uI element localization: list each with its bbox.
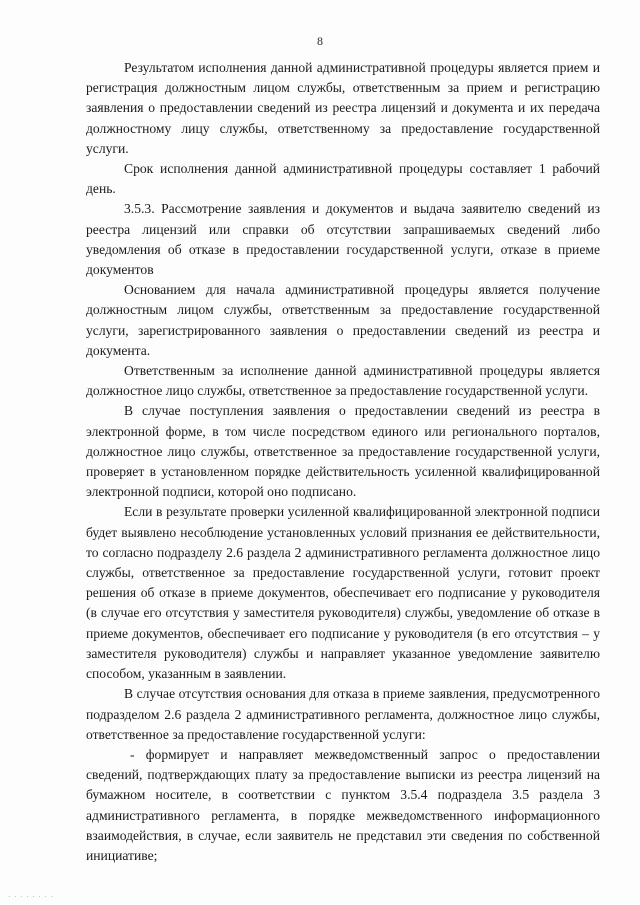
paragraph-basis: Основанием для начала административной процедуры является получение должностным лицом службы, ответственным за предоставление государственной услуги, зарегистрированного заявления о предоставлении сведений из реестра и документа. [86, 282, 600, 358]
paragraph-responsible: Ответственным за исполнение данной административной процедуры является должностное лицо службы, ответственное за предоставление государственной услуги. [86, 363, 600, 399]
page-number: 8 [317, 34, 323, 48]
paragraph-no-refusal: В случае отсутствия основания для отказа в приеме заявления, предусмотренного подразделом 2.6 раздела 2 административного регламента, должностное лицо службы, ответственное за предоставление государственной услуги: [86, 686, 600, 742]
scan-edge-mark: · · · · · · · · [8, 893, 54, 901]
paragraph-section-heading: 3.5.3. Рассмотрение заявления и документов и выдача заявителю сведений из реестра лицензий или справки об отсутствии запрашиваемых сведений либо уведомления об отказе в предоставлении государственной услуги, отказе в приеме документов [86, 201, 600, 278]
paragraph-result: Результатом исполнения данной административной процедуры является прием и регистрация должностным лицом службы, ответственным за прием и регистрацию заявления о предоставлении сведений из реестра лицензий и документа и их передача должностному лицу службы, ответственному за предоставление государственной услуги. [86, 60, 600, 156]
list-item: - формирует и направляет межведомственный запрос о предоставлении сведений, подтверждающих плату за предоставление выписки из реестра лицензий на бумажном носителе, в соответствии с пунктом 3.5.4 подраздела 3.5 раздела 3 административного регламента, в порядке межведомственного информационного взаимодействия, в случае, если заявитель не представил эти сведения по собственной инициативе; [86, 746, 600, 863]
paragraph-electronic-form: В случае поступления заявления о предоставлении сведений из реестра в электронной форме, в том числе посредством единого или регионального порталов, должностное лицо службы, ответственное за предоставление государственной услуги, проверяет в установленном порядке действительность усиленной квалифицированной электронной подписи, которой оно подписано. [86, 403, 600, 500]
paragraph-signature-check: Если в результате проверки усиленной квалифицированной электронной подписи будет выявлено несоблюдение установленных условий признания ее действительности, то согласно подразделу 2.6 раздела 2 административного регламента должностное лицо службы, ответственное за предоставление государственной услуги, готовит проект решения об отказе в приеме документов, обеспечивает его подписание у руководителя (в случае его отсутствия у заместителя руководителя) службы, уведомление об отказе в приеме документов, обеспечивает его подписание у руководителя (в его отсутствия – у заместителя руководителя) службы и направляет указанное уведомление заявителю способом, указанным в заявлении. [86, 504, 600, 682]
paragraph-duration: Срок исполнения данной административной процедуры составляет 1 рабочий день. [86, 161, 600, 197]
document-body [86, 58, 600, 866]
